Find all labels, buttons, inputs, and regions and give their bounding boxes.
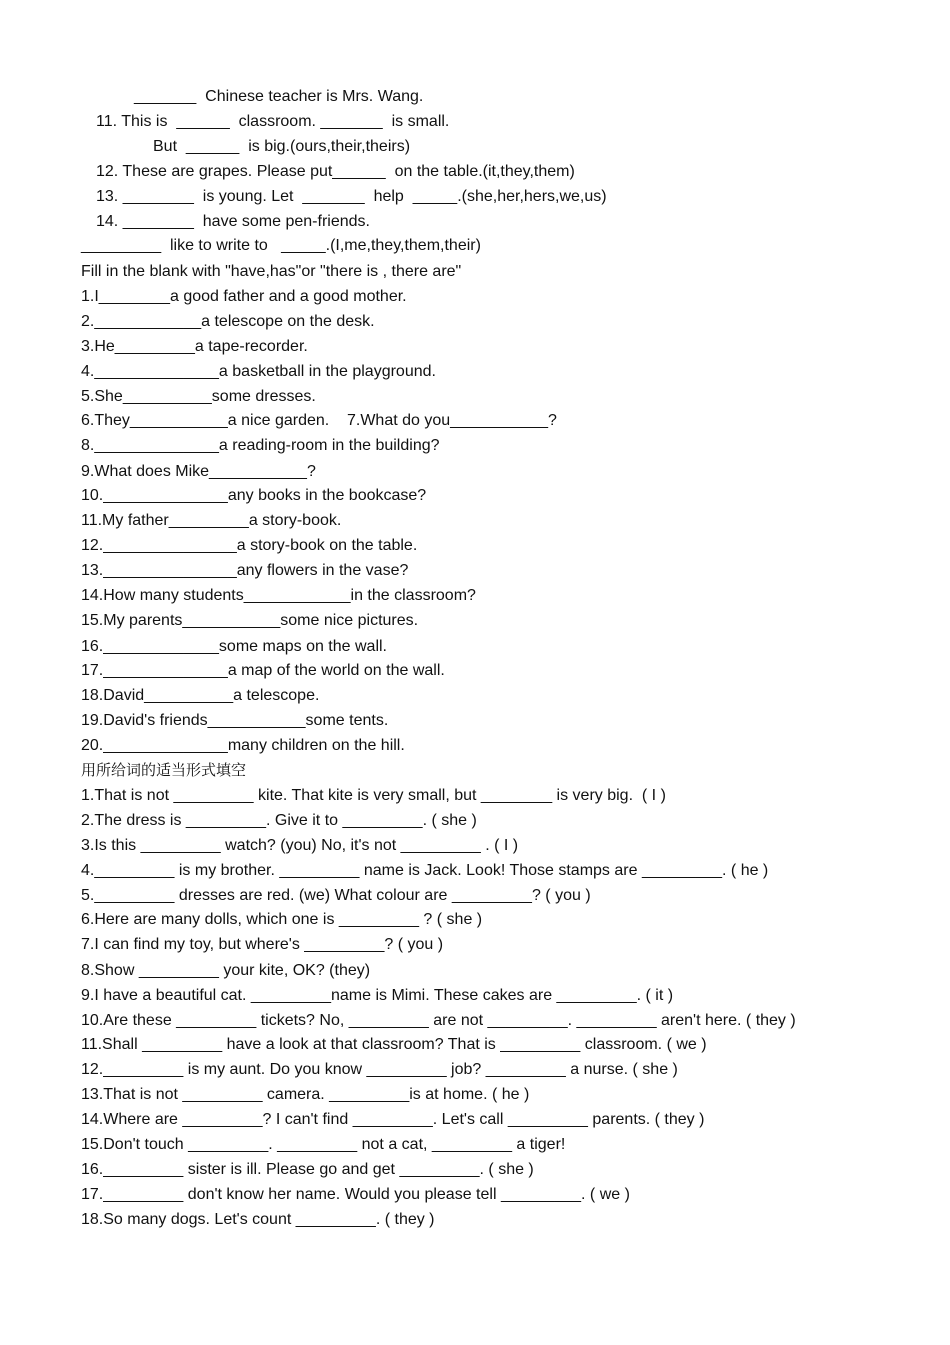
have-item: 18.David__________a telescope. xyxy=(81,687,320,704)
word-form-item: 8.Show _________ your kite, OK? (they) xyxy=(81,962,371,979)
have-item: 19.David's friends___________some tents. xyxy=(81,712,389,729)
word-form-item: 11.Shall _________ have a look at that classroom? That is _________ classroom. ( we ) xyxy=(81,1036,707,1053)
pronoun-item-line: _______ Chinese teacher is Mrs. Wang. xyxy=(134,88,424,105)
word-form-item: 10.Are these _________ tickets? No, _________ are not _________. _________ aren't here. ( they ) xyxy=(81,1012,796,1029)
section-heading-have-there: Fill in the blank with "have,has"or "there is , there are" xyxy=(81,263,462,280)
have-item: 1.I________a good father and a good mother. xyxy=(81,288,407,305)
word-form-item: 4._________ is my brother. _________ name is Jack. Look! Those stamps are _________. ( he ) xyxy=(81,862,769,879)
word-form-item: 17._________ don't know her name. Would you please tell _________. ( we ) xyxy=(81,1186,630,1203)
have-item: 17.______________a map of the world on the wall. xyxy=(81,662,445,679)
word-form-item: 16._________ sister is ill. Please go and get _________. ( she ) xyxy=(81,1161,534,1178)
word-form-item: 13.That is not _________ camera. _________is at home. ( he ) xyxy=(81,1086,530,1103)
word-form-item: 6.Here are many dolls, which one is _________ ? ( she ) xyxy=(81,911,483,928)
have-item: 9.What does Mike___________? xyxy=(81,463,316,480)
have-item: 12._______________a story-book on the table. xyxy=(81,537,418,554)
have-item: 20.______________many children on the hill. xyxy=(81,737,405,754)
have-item: 3.He_________a tape-recorder. xyxy=(81,338,308,355)
word-form-item: 14.Where are _________? I can't find _________. Let's call _________ parents. ( they ) xyxy=(81,1111,705,1128)
have-item: 10.______________any books in the bookcase? xyxy=(81,487,427,504)
pronoun-item-12: 12. These are grapes. Please put______ on the table.(it,they,them) xyxy=(96,163,575,180)
have-item: 6.They___________a nice garden. 7.What do you___________? xyxy=(81,412,557,429)
have-item: 13._______________any flowers in the vase? xyxy=(81,562,409,579)
word-form-item: 9.I have a beautiful cat. _________name is Mimi. These cakes are _________. ( it ) xyxy=(81,987,674,1004)
have-item: 4.______________a basketball in the playground. xyxy=(81,363,436,380)
pronoun-item-14: 14. ________ have some pen-friends. xyxy=(96,213,370,230)
pronoun-item-14-cont: _________ like to write to _____.(I,me,they,them,their) xyxy=(81,237,481,254)
word-form-item: 12._________ is my aunt. Do you know _________ job? _________ a nurse. ( she ) xyxy=(81,1061,678,1078)
have-item: 5.She__________some dresses. xyxy=(81,388,316,405)
word-form-item: 18.So many dogs. Let's count _________. ( they ) xyxy=(81,1211,435,1228)
word-form-item: 3.Is this _________ watch? (you) No, it's not _________ . ( I ) xyxy=(81,837,519,854)
have-item: 8.______________a reading-room in the building? xyxy=(81,437,440,454)
word-form-item: 5._________ dresses are red. (we) What colour are _________? ( you ) xyxy=(81,887,591,904)
have-item: 2.____________a telescope on the desk. xyxy=(81,313,375,330)
have-item: 16._____________some maps on the wall. xyxy=(81,638,387,655)
pronoun-item-11-cont: But ______ is big.(ours,their,theirs) xyxy=(153,138,411,155)
word-form-item: 7.I can find my toy, but where's _________? ( you ) xyxy=(81,936,444,953)
section-heading-word-form: 用所给词的适当形式填空 xyxy=(81,761,247,779)
word-form-item: 15.Don't touch _________. _________ not a cat, _________ a tiger! xyxy=(81,1136,566,1153)
word-form-item: 1.That is not _________ kite. That kite is very small, but ________ is very big. ( I ) xyxy=(81,787,666,804)
have-item: 11.My father_________a story-book. xyxy=(81,512,342,529)
pronoun-item-13: 13. ________ is young. Let _______ help _____.(she,her,hers,we,us) xyxy=(96,188,607,205)
pronoun-item-11: 11. This is ______ classroom. _______ is small. xyxy=(96,113,450,130)
word-form-item: 2.The dress is _________. Give it to _________. ( she ) xyxy=(81,812,477,829)
have-item: 14.How many students____________in the classroom? xyxy=(81,587,476,604)
have-item: 15.My parents___________some nice pictures. xyxy=(81,612,419,629)
